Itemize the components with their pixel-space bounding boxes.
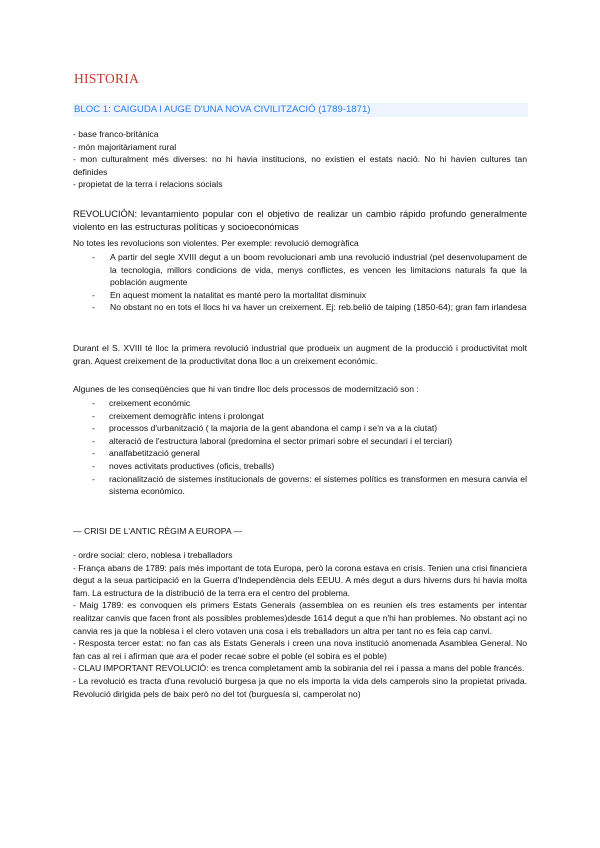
list-item: - racionalització de sistemes institucionals de governs: el sistemes polítics es transformen en mesura canvia el sistema econòmico. — [92, 473, 527, 498]
intro-item: - món majoritàriament rural — [73, 141, 177, 152]
list-item: - processos d'urbanització ( la majoria de la gent abandona el camp i se'n va a la ciutat) — [92, 422, 527, 435]
crisi-item: - Maig 1789: es convoquen els primers Estats Generals (assemblea on es reunien els tres estaments per intentar realitzar canvis que facen front als possibles problemes)desde 1614 degut a que n'hi han problemes. No obstant açi no canvia res ja que la noblesa i el clero votaven una cosa i els treballadors un altra per tant no es feia cap canvi. — [73, 600, 527, 636]
consequences-list — [92, 397, 527, 498]
crisi-heading: — CRISI DE L'ANTIC RÈGIM A EUROPA — — [73, 526, 243, 536]
intro-item: - base franco-britànica — [73, 129, 159, 139]
intro-list — [73, 128, 527, 191]
intro-item: - mon culturalment més diverses: no hi havia institucions, no existien el estats nació. No hi havien cultures tan definides — [73, 154, 527, 177]
list-item: - analfabetització general — [92, 447, 527, 460]
crisi-item: - La revolució es tracta d'una revolució burgesa ja que no els importa la vida dels camperols sino la propietat privada. Revolució dirigida pels de baix però no del tot (burguesía si, camperolat no) — [73, 675, 527, 699]
bloc-heading: BLOC 1: CAIGUDA I AUGE D'UNA NOVA CIVILITZACIÓ (1789-1871) — [73, 103, 528, 117]
crisi-item: - França abans de 1789: país més important de tota Europa, però la corona estava en crisis. Tenien una crisi financiera degut a la seua participació en la Guerra d'Independència dels EEUU. A més degut a durs hiverns durs hi havia molta fam. La estructura de la distribució de la terra era el centro del problema. — [73, 562, 527, 598]
revolucion-definition: REVOLUCIÓN: levantamiento popular con el objetivo de realizar un cambio rápido profundo generalmente violento en las estructuras políticas y socioeconómicas — [73, 209, 527, 233]
no-totes-text: No totes les revolucions son violentes. Per exemple: revolució demogràfica — [73, 238, 359, 248]
crisi-item: - Resposta tercer estat: no fan cas als Estats Generals i creen una nova institució anomenada Asamblea General. No fan cas al rei i afirman que ara el poder recae sobre el poble (el sobira es el poble) — [73, 638, 527, 661]
algunes-text: Algunes de les conseqüències que hi van tindre lloc dels processos de modernització son : — [73, 384, 419, 394]
list-item: - noves activitats productives (oficis, treballs) — [92, 460, 527, 473]
crisi-item: - CLAU IMPORTANT REVOLUCIÓ: es trenca completament amb la sobirania del rei i passa a mans del poble francés. — [73, 663, 525, 674]
list-item: - En aquest moment la natalitat es manté pero la mortalitat disminuix — [92, 289, 527, 302]
page-title: HISTORIA — [74, 71, 140, 86]
durant-paragraph: Durant el S. XVIII té lloc la primera revolució industrial que produeix un augment de la producció i productivitat molt gran. Aquest creixement de la productivitat dona lloc a un creixement económic. — [73, 343, 527, 366]
intro-item: - propietat de la terra i relacions socials — [73, 179, 223, 190]
list-item: - alteració de l'estructura laboral (predomina el sector primari sobre el secundari i el terciari) — [92, 435, 527, 448]
list-item: - No obstant no en tots el llocs hi va haver un creixement. Ej: reb.belió de taiping (1850-64); gran fam irlandesa — [92, 301, 527, 314]
crisi-item: - ordre social: clero, noblesa i treballadors — [73, 550, 233, 560]
list-item: - creixement económic — [92, 397, 527, 410]
list-item: - A partir del segle XVIII degut a un boom revolucionari amb una revolució industrial (pel desenvolupament de la tecnologia, millors condicions de vida, menys conflictes, es vencen les limitacions naturals fa que la población augmente — [92, 251, 527, 289]
list-item: - creixement demogràfic intens i prolongat — [92, 410, 527, 423]
crisi-list — [73, 549, 527, 700]
revolution-list — [92, 251, 527, 314]
